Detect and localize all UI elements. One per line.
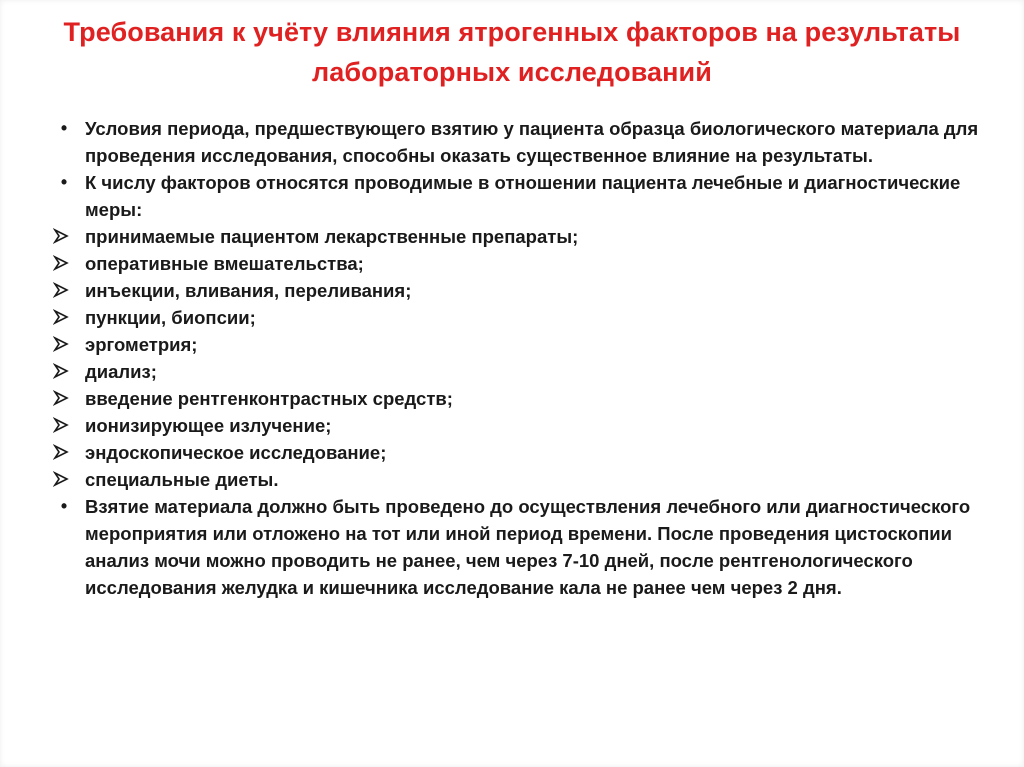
list-item-text: специальные диеты. — [85, 469, 279, 490]
bullet-icon: • — [60, 118, 68, 138]
arrowhead-icon — [53, 255, 69, 271]
list-item — [50, 385, 980, 412]
list-item-text: Взятие материала должно быть проведено до осуществления лечебного или диагностического мероприятия или отложено на тот или иной период времени. После проведения цистоскопии анализ мочи можно проводить не ранее, чем через 7-10 дней, после рентгенологического исследования желудка и кишечника исследование кала не ранее чем через 2 дня. — [85, 496, 971, 598]
arrowhead-icon — [53, 390, 69, 406]
list-item-text: оперативные вмешательства; — [85, 253, 364, 274]
list-item — [50, 331, 980, 358]
list-item-text: принимаемые пациентом лекарственные препараты; — [85, 226, 579, 247]
bullet-icon: • — [60, 496, 68, 516]
list-item — [50, 412, 980, 439]
list-item-text: эргометрия; — [85, 334, 198, 355]
arrowhead-icon — [53, 228, 69, 244]
arrowhead-icon — [53, 363, 69, 379]
list-item-text: пункции, биопсии; — [85, 307, 256, 328]
list-item — [50, 223, 980, 250]
arrowhead-icon — [53, 417, 69, 433]
list-item-text: эндоскопическое исследование; — [85, 442, 387, 463]
list-item — [50, 358, 980, 385]
list-item — [50, 466, 980, 493]
list-item-text: ионизирующее излучение; — [85, 415, 332, 436]
list-item — [50, 439, 980, 466]
list-item-text: введение рентгенконтрастных средств; — [85, 388, 453, 409]
bullet-icon: • — [60, 172, 68, 192]
arrowhead-icon — [53, 444, 69, 460]
slide-title: Требования к учёту влияния ятрогенных факторов на результаты лабораторных исследований — [63, 17, 961, 87]
list-item — [50, 250, 980, 277]
list-item — [50, 277, 980, 304]
list-item — [50, 169, 980, 223]
list-item-text: Условия периода, предшествующего взятию у пациента образца биологического материала для проведения исследования, способны оказать существенное влияние на результаты. — [85, 118, 979, 166]
list-item-text: К числу факторов относятся проводимые в отношении пациента лечебные и диагностические меры: — [85, 172, 961, 220]
bullet-list — [50, 115, 980, 601]
arrowhead-icon — [53, 336, 69, 352]
list-item-text: диализ; — [85, 361, 157, 382]
arrowhead-icon — [53, 282, 69, 298]
list-item — [50, 304, 980, 331]
list-item — [50, 493, 980, 601]
list-item-text: инъекции, вливания, переливания; — [85, 280, 412, 301]
arrowhead-icon — [53, 471, 69, 487]
arrowhead-icon — [53, 309, 69, 325]
list-item — [50, 115, 980, 169]
